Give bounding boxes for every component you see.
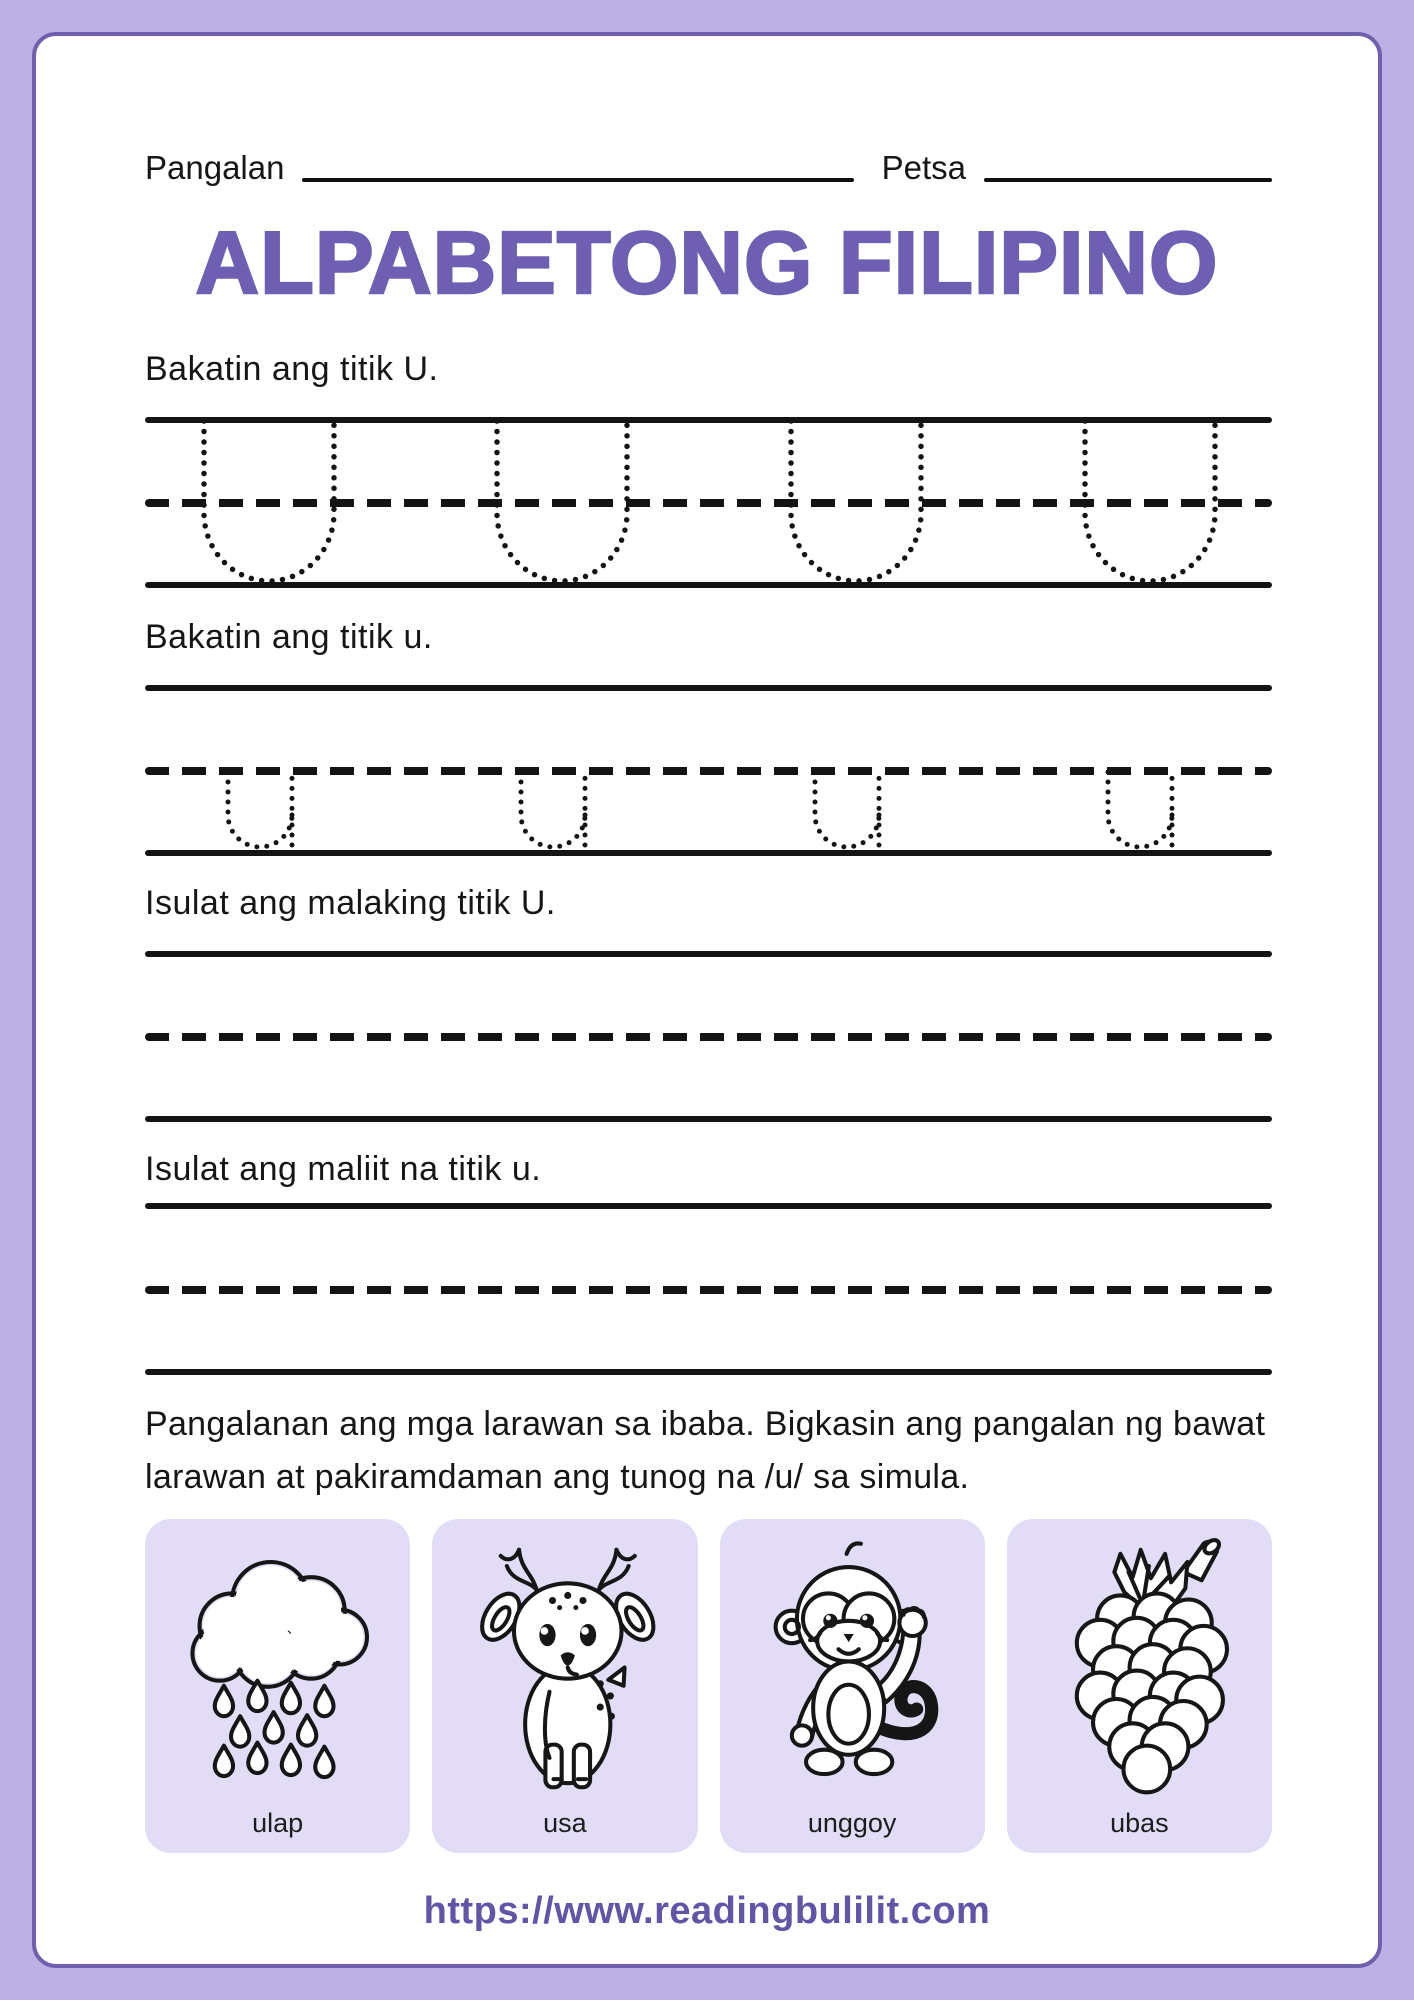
picture-cards [145, 1519, 1272, 1853]
section-1-label: Bakatin ang titik U. [145, 350, 439, 388]
card-ubas[interactable] [1007, 1519, 1272, 1853]
card-ulap[interactable] [145, 1519, 410, 1853]
card-label-ubas: ubas [1110, 1808, 1169, 1838]
rain-cloud-icon [161, 1529, 394, 1804]
footer-url[interactable]: https://www.readingbulilit.com [423, 1890, 991, 1932]
section-3-bottom-line[interactable] [145, 1116, 1272, 1122]
section-2-label: Bakatin ang titik u. [145, 618, 433, 656]
name-date-row [145, 148, 1272, 188]
section-4-top-line[interactable] [145, 1203, 1272, 1209]
date-write-line[interactable] [984, 178, 1272, 182]
name-write-line[interactable] [302, 178, 853, 182]
card-label-usa: usa [543, 1808, 587, 1838]
section-3-label: Isulat ang malaking titik U. [145, 884, 556, 922]
date-label: Petsa [881, 149, 966, 186]
page-title: ALPABETONG FILIPINO [195, 213, 1219, 312]
section-4-label: Isulat ang maliit na titik u. [145, 1150, 542, 1188]
section-2-top-line [145, 685, 1272, 691]
section-3-top-line[interactable] [145, 951, 1272, 957]
deer-icon [448, 1529, 681, 1804]
monkey-icon [735, 1529, 968, 1804]
trace-letters-lowercase-u[interactable] [145, 769, 1272, 853]
section-4-mid-dashed-line[interactable] [145, 1286, 1272, 1294]
trace-letters-uppercase-U[interactable] [145, 419, 1272, 585]
card-usa[interactable] [432, 1519, 697, 1853]
grapes-icon [1023, 1529, 1256, 1804]
card-label-unggoy: unggoy [807, 1808, 897, 1838]
section-4-bottom-line[interactable] [145, 1369, 1272, 1375]
section-3-mid-dashed-line[interactable] [145, 1033, 1272, 1041]
activity-instructions: Pangalanan ang mga larawan sa ibaba. Bigkasin ang pangalan ng bawat larawan at pakiramdaman ang tunog na /u/ sa simula. [145, 1405, 1266, 1496]
card-label-ulap: ulap [252, 1808, 304, 1838]
name-label: Pangalan [145, 149, 285, 186]
card-unggoy[interactable] [720, 1519, 985, 1853]
